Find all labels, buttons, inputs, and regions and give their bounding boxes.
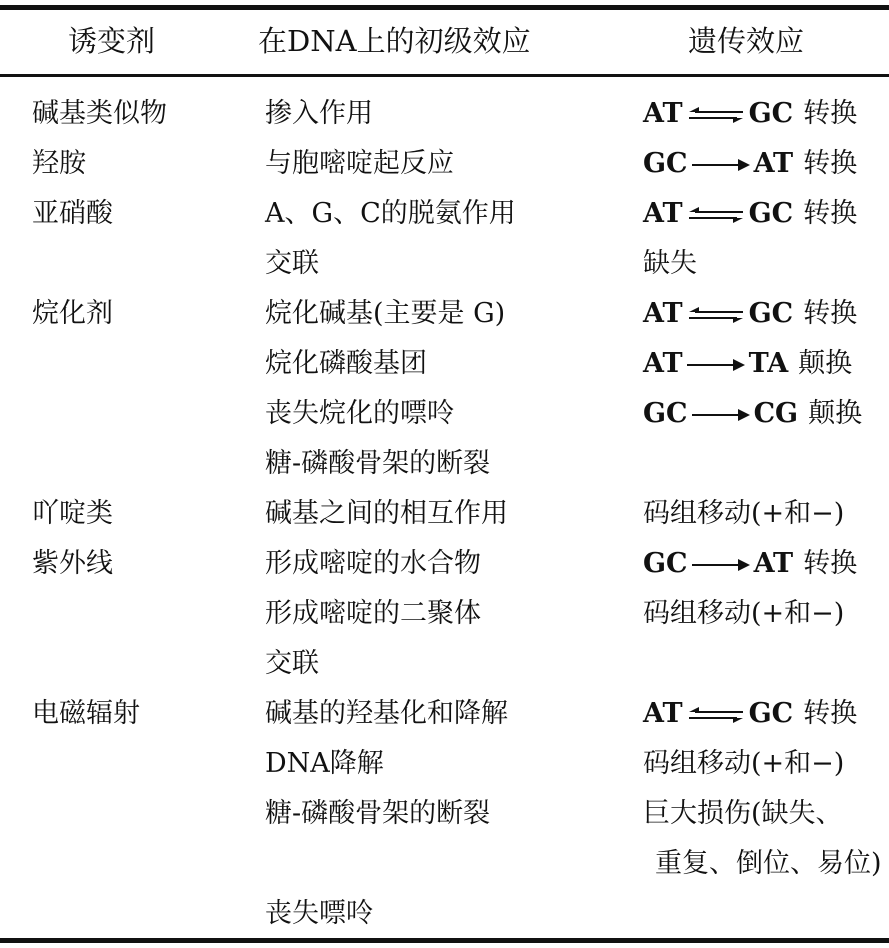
base-pair-from: GC: [643, 548, 688, 579]
genetic-effect-cell: [643, 496, 844, 532]
base-pair-to: TA: [748, 348, 789, 379]
mutation-type: 颠换: [808, 398, 863, 429]
genetic-effect-cell: [643, 196, 857, 232]
primary-effect-cell: 交联: [265, 248, 319, 279]
genetic-effect-cell: [643, 346, 852, 382]
equilibrium-arrow-icon: [685, 104, 747, 126]
mutation-type: 转换: [803, 698, 858, 729]
genetic-effect-cell: [643, 96, 857, 132]
base-pair-to: GC: [748, 98, 794, 129]
genetic-effect-cell: [643, 296, 857, 332]
agent-cell: 紫外线: [32, 548, 113, 579]
genetic-effect-cell: [643, 746, 844, 782]
equilibrium-arrow-icon: [685, 204, 747, 226]
genetic-effect-cell: [643, 546, 857, 582]
genetic-effect-cell: [643, 796, 843, 832]
genetic-effect-cell: [643, 696, 857, 732]
right-arrow-icon: [690, 554, 752, 576]
right-arrow-icon: [690, 404, 752, 426]
base-pair-from: AT: [643, 98, 683, 129]
agent-cell: 烷化剂: [32, 298, 113, 329]
primary-effect-cell: 掺入作用: [265, 98, 373, 129]
primary-effect-cell: 糖-磷酸骨架的断裂: [265, 448, 491, 479]
mutation-type: 转换: [803, 298, 858, 329]
header-agent: 诱变剂: [68, 24, 156, 58]
primary-effect-cell: 形成嘧啶的二聚体: [265, 598, 481, 629]
primary-effect-cell: A、G、C的脱氨作用: [265, 198, 516, 229]
genetic-effect-text: 重复、倒位、易位): [655, 848, 882, 879]
base-pair-from: AT: [643, 348, 683, 379]
primary-effect-cell: 丧失烷化的嘌呤: [265, 398, 454, 429]
base-pair-to: AT: [753, 548, 794, 579]
mutation-type: 转换: [803, 148, 858, 179]
genetic-effect-text: 巨大损伤(缺失、: [643, 798, 843, 829]
genetic-effect-text: 缺失: [643, 248, 697, 279]
genetic-effect-text: 码组移动(+和−): [643, 748, 845, 779]
base-pair-from: AT: [643, 298, 683, 329]
primary-effect-cell: 丧失嘌呤: [265, 898, 373, 929]
mutation-type: 转换: [803, 198, 858, 229]
header-rule: [0, 74, 889, 77]
primary-effect-cell: 糖-磷酸骨架的断裂: [265, 798, 491, 829]
primary-effect-cell: 烷化磷酸基团: [265, 348, 427, 379]
primary-effect-cell: 与胞嘧啶起反应: [265, 148, 454, 179]
right-arrow-icon: [685, 354, 747, 376]
primary-effect-cell: 碱基的羟基化和降解: [265, 698, 508, 729]
base-pair-to: GC: [748, 298, 794, 329]
equilibrium-arrow-icon: [685, 304, 747, 326]
base-pair-from: GC: [643, 398, 688, 429]
primary-effect-cell: 烷化碱基(主要是 G): [265, 298, 506, 329]
genetic-effect-cell: [643, 146, 857, 182]
genetic-effect-text: 码组移动(+和−): [643, 598, 845, 629]
base-pair-to: GC: [748, 198, 794, 229]
mutation-type: 转换: [803, 98, 858, 129]
primary-effect-cell: 交联: [265, 648, 319, 679]
mutation-type: 转换: [803, 548, 858, 579]
genetic-effect-cell: [643, 846, 882, 882]
base-pair-from: AT: [643, 198, 683, 229]
table-top-rule: [0, 5, 889, 10]
equilibrium-arrow-icon: [685, 704, 747, 726]
primary-effect-cell: DNA降解: [265, 748, 384, 779]
primary-effect-cell: 碱基之间的相互作用: [265, 498, 508, 529]
base-pair-to: AT: [753, 148, 794, 179]
genetic-effect-cell: [643, 246, 697, 282]
genetic-effect-cell: [643, 596, 844, 632]
header-genetic-effect: 遗传效应: [688, 24, 805, 58]
base-pair-from: GC: [643, 148, 688, 179]
mutation-type: 颠换: [798, 348, 853, 379]
right-arrow-icon: [690, 154, 752, 176]
base-pair-to: GC: [748, 698, 794, 729]
table-bottom-rule: [0, 938, 889, 943]
genetic-effect-cell: [643, 396, 862, 432]
header-primary-effect: 在DNA上的初级效应: [258, 24, 531, 58]
agent-cell: 羟胺: [32, 148, 86, 179]
agent-cell: 碱基类似物: [32, 98, 167, 129]
genetic-effect-text: 码组移动(+和−): [643, 498, 845, 529]
base-pair-to: CG: [753, 398, 799, 429]
agent-cell: 吖啶类: [32, 498, 113, 529]
base-pair-from: AT: [643, 698, 683, 729]
agent-cell: 电磁辐射: [32, 698, 140, 729]
agent-cell: 亚硝酸: [32, 198, 113, 229]
primary-effect-cell: 形成嘧啶的水合物: [265, 548, 481, 579]
